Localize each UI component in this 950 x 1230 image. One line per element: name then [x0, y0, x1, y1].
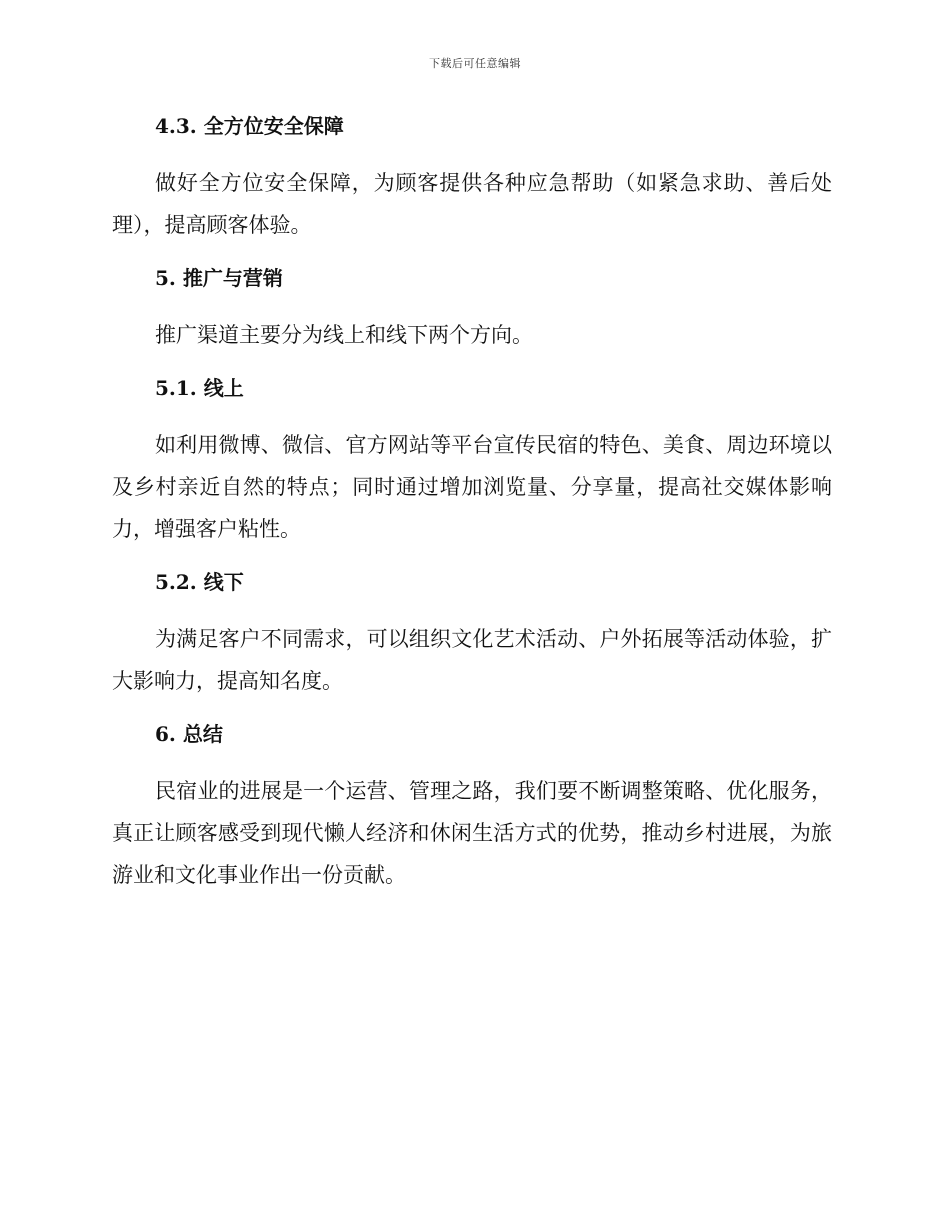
section-heading: 6. 总结	[155, 722, 223, 746]
section-heading: 5. 推广与营销	[155, 266, 283, 290]
section-5-1	[112, 370, 832, 550]
page-header: 下载后可任意编辑	[429, 57, 521, 70]
section-heading: 5.2. 线下	[155, 570, 244, 594]
section-heading: 5.1. 线上	[155, 376, 244, 400]
section-paragraph: 推广渠道主要分为线上和线下两个方向。	[155, 323, 533, 347]
section-5-2	[112, 564, 832, 702]
section-5	[112, 260, 832, 356]
section-6	[112, 716, 832, 896]
section-4-3	[112, 108, 832, 246]
section-paragraph: 如利用微博、微信、官方网站等平台宣传民宿的特色、美食、周边环境以及乡村亲近自然的特点；同时通过增加浏览量、分享量，提高社交媒体影响力，增强客户粘性。	[112, 433, 832, 541]
section-paragraph: 民宿业的进展是一个运营、管理之路，我们要不断调整策略、优化服务，真正让顾客感受到现代懒人经济和休闲生活方式的优势，推动乡村进展，为旅游业和文化事业作出一份贡献。	[112, 779, 832, 887]
document-body	[112, 108, 832, 910]
section-paragraph: 为满足客户不同需求，可以组织文化艺术活动、户外拓展等活动体验，扩大影响力，提高知名度。	[112, 627, 832, 693]
section-paragraph: 做好全方位安全保障，为顾客提供各种应急帮助（如紧急求助、善后处理），提高顾客体验。	[112, 171, 832, 237]
section-heading: 4.3. 全方位安全保障	[155, 114, 344, 138]
